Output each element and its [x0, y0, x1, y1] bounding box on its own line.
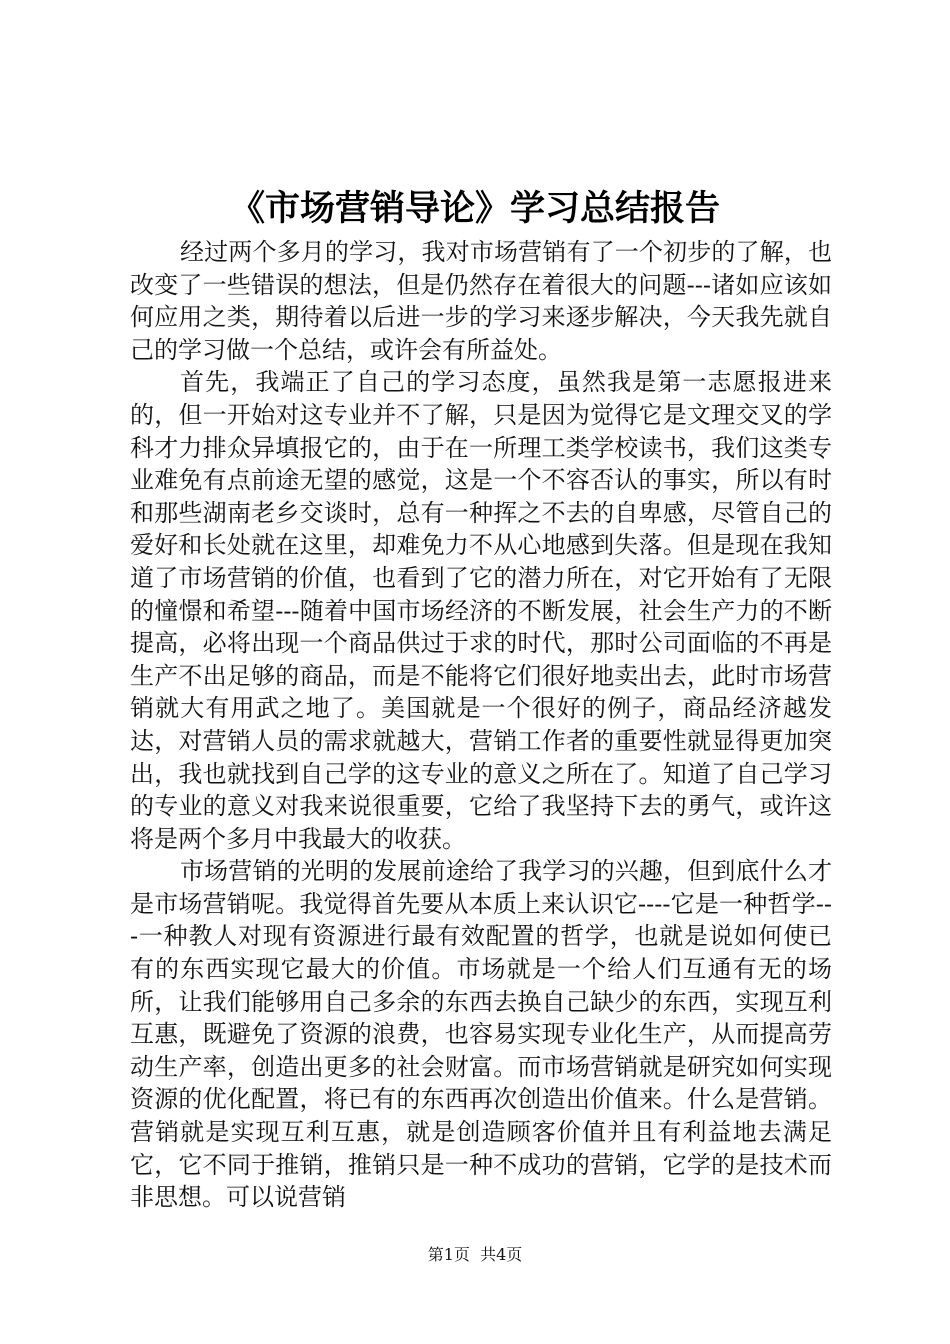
page-number: 第1页	[427, 1245, 470, 1264]
document-title: 《市场营销导论》学习总结报告	[229, 188, 720, 229]
paragraph: 首先，我端正了自己的学习态度，虽然我是第一志愿报进来的，但一开始对这专业并不了解，只是因为觉得它是文理交叉的学科才力排众异填报它的，由于在一所理工类学校读书，我们这类专业难免有点前途无望的感觉，这是一个不容否认的事实，所以有时和那些湖南老乡交谈时，总有一种挥之不去的自卑感，尽管自己的爱好和长处就在这里，却难免力不从心地感到失落。但是现在我知道了市场营销的价值，也看到了它的潜力所在，对它开始有了无限的憧憬和希望---随着中国市场经济的不断发展，社会生产力的不断提高，必将出现一个商品供过于求的时代，那时公司面临的不再是生产不出足够的商品，而是不能将它们很好地卖出去，此时市场营销就大有用武之地了。美国就是一个很好的例子，商品经济越发达，对营销人员的需求就越大，营销工作者的重要性就显得更加突出，我也就找到自己学的这专业的意义之所在了。知道了自己学习的专业的意义对我来说很重要，它给了我坚持下去的勇气，或许这将是两个多月中我最大的收获。	[130, 368, 832, 853]
document-body	[130, 236, 832, 1214]
paragraph: 经过两个多月的学习，我对市场营销有了一个初步的了解，也改变了一些错误的想法，但是仍然存在着很大的问题---诸如应该如何应用之类，期待着以后进一步的学习来逐步解决，今天我先就自己的学习做一个总结，或许会有所益处。	[130, 238, 832, 364]
paragraph: 市场营销的光明的发展前途给了我学习的兴趣，但到底什么才是市场营销呢。我觉得首先要从本质上来认识它----它是一种哲学---一种教人对现有资源进行最有效配置的哲学，也就是说如何使已有的东西实现它最大的价值。市场就是一个给人们互通有无的场所，让我们能够用自己多余的东西去换自己缺少的东西，实现互利互惠，既避免了资源的浪费，也容易实现专业化生产，从而提高劳动生产率，创造出更多的社会财富。而市场营销就是研究如何实现资源的优化配置，将已有的东西再次创造出价值来。什么是营销。营销就是实现互利互惠，就是创造顾客价值并且有利益地去满足它，它不同于推销，推销只是一种不成功的营销，它学的是技术而非思想。可以说营销	[130, 857, 832, 1212]
page-footer	[0, 1244, 950, 1266]
page-total: 共4页	[480, 1245, 523, 1264]
